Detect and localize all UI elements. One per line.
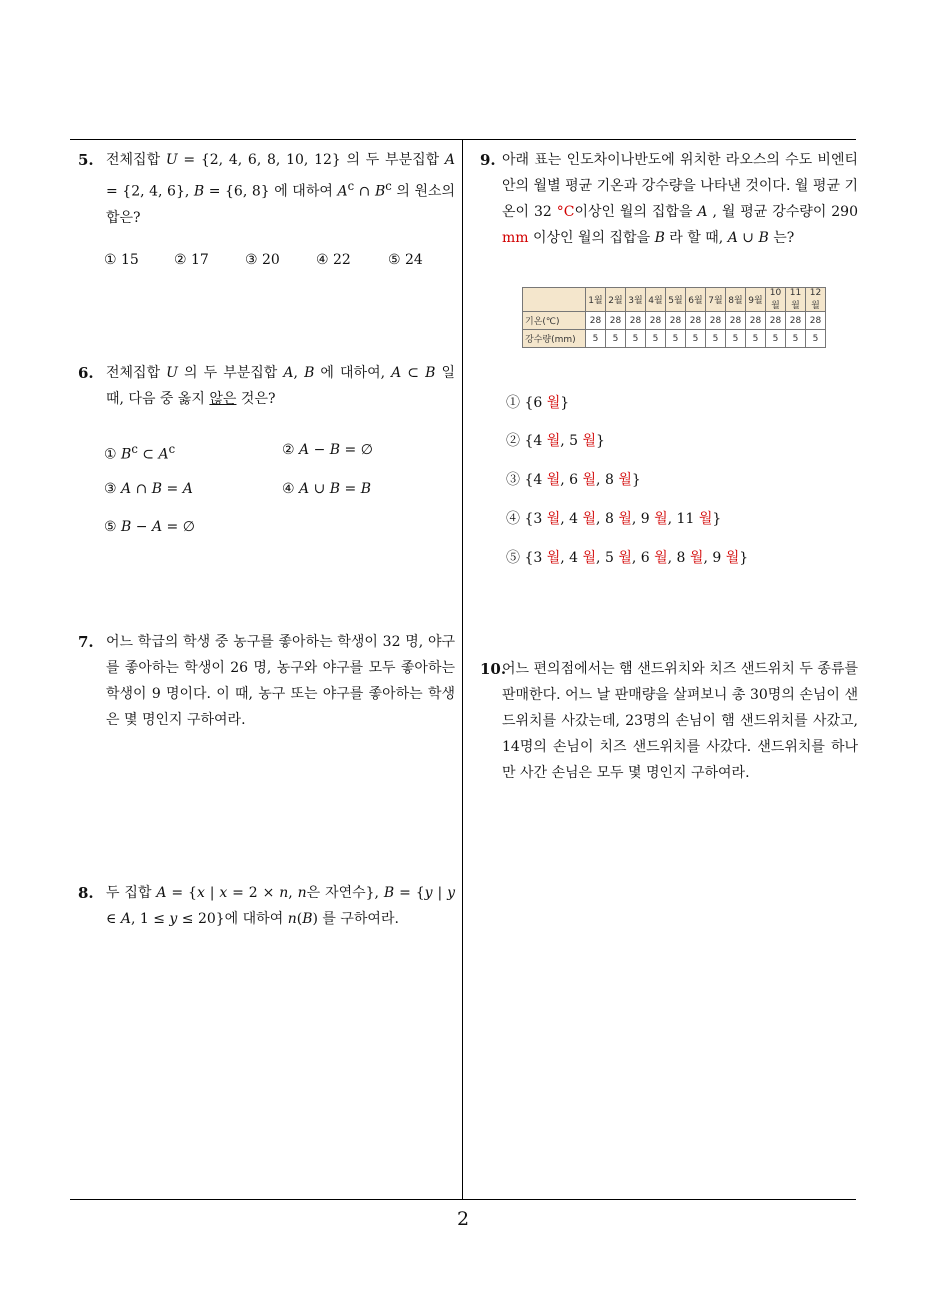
page-number: 2	[456, 1208, 470, 1230]
table-cell: 5	[666, 330, 686, 348]
table-cell: 5	[766, 330, 786, 348]
question-text: 어느 학급의 학생 중 농구를 좋아하는 학생이 32 명, 야구를 좋아하는 학생이 26 명, 농구와 야구를 모두 좋아하는 학생이 9 명이다. 이 때, 농구 또는 야구를 좋아하는 학생은 몇 명인지 구하여라.	[106, 634, 455, 728]
month-header: 8월	[726, 288, 746, 312]
table-cell: 28	[746, 312, 766, 330]
option-1[interactable]: ① 15	[104, 252, 139, 268]
month-header: 6월	[686, 288, 706, 312]
option-5[interactable]: ⑤ 24	[388, 252, 423, 268]
month-header: 10월	[766, 288, 786, 312]
month-header: 5월	[666, 288, 686, 312]
question-text: 두 집합 A = {x | x = 2 × n, n은 자연수}, B = {y | y ∈ A, 1 ≤ y ≤ 20}에 대하여 n(B) 를 구하여라.	[106, 885, 455, 927]
table-row-temperature	[523, 312, 826, 330]
row-label: 강수량(mm)	[523, 330, 586, 348]
question-7	[78, 629, 455, 733]
question-number: 8.	[78, 884, 94, 902]
question-text: 전체집합 U = {2, 4, 6, 8, 10, 12} 의 두 부분집합 A = {2, 4, 6}, B = {6, 8} 에 대하여 $A^c$ ∩ $B^c$ 의 원소의 합은?	[106, 152, 456, 226]
option-3[interactable]: ③ A ∩ B = A	[104, 481, 193, 497]
month-header: 9월	[746, 288, 766, 312]
option-1[interactable]: ① $B^c$ ⊂ $A^c$	[104, 442, 176, 463]
top-rule	[70, 139, 856, 140]
table-cell: 5	[586, 330, 606, 348]
row-label: 기온(℃)	[523, 312, 586, 330]
table-cell: 5	[686, 330, 706, 348]
question-9	[480, 147, 858, 251]
question-text: 어느 편의점에서는 햄 샌드위치와 치즈 샌드위치 두 종류를 판매한다. 어느 날 판매량을 살펴보니 총 30명의 손님이 샌드위치를 사갔는데, 23명의 손님이 햄 샌드위치를 사갔고, 14명의 손님이 치즈 샌드위치를 사갔다. 샌드위치를 하나만 사간 손님은 모두 몇 명인지 구하여라.	[502, 661, 858, 781]
question-6	[78, 360, 455, 412]
option-3[interactable]: ③ {4 월, 6 월, 8 월}	[506, 472, 641, 488]
month-header: 2월	[606, 288, 626, 312]
table-cell: 28	[706, 312, 726, 330]
option-2[interactable]: ② {4 월, 5 월}	[506, 433, 605, 449]
option-4[interactable]: ④ 22	[316, 252, 351, 268]
month-header: 12월	[806, 288, 826, 312]
question-8	[78, 880, 455, 932]
table-cell: 28	[686, 312, 706, 330]
table-cell: 28	[586, 312, 606, 330]
table-cell: 5	[646, 330, 666, 348]
option-5[interactable]: ⑤ B − A = ∅	[104, 519, 195, 535]
question-number: 7.	[78, 633, 94, 651]
month-header: 7월	[706, 288, 726, 312]
option-2[interactable]: ② A − B = ∅	[282, 442, 373, 458]
option-1[interactable]: ① {6 월}	[506, 395, 570, 411]
table-cell: 5	[786, 330, 806, 348]
question-5	[78, 147, 455, 231]
question-number: 6.	[78, 364, 94, 382]
table-cell: 28	[766, 312, 786, 330]
option-3[interactable]: ③ 20	[245, 252, 280, 268]
table-cell: 5	[606, 330, 626, 348]
table-cell: 28	[726, 312, 746, 330]
table-cell: 5	[626, 330, 646, 348]
month-header: 11월	[786, 288, 806, 312]
table-cell: 28	[646, 312, 666, 330]
month-header: 1월	[586, 288, 606, 312]
question-number: 10.	[480, 660, 507, 678]
bottom-rule	[70, 1199, 856, 1200]
question-10	[480, 656, 858, 786]
table-cell: 28	[626, 312, 646, 330]
climate-table	[522, 287, 826, 348]
option-4[interactable]: ④ {3 월, 4 월, 8 월, 9 월, 11 월}	[506, 511, 722, 527]
option-5[interactable]: ⑤ {3 월, 4 월, 5 월, 6 월, 8 월, 9 월}	[506, 550, 749, 566]
month-header: 3월	[626, 288, 646, 312]
table-cell: 28	[786, 312, 806, 330]
question-number: 5.	[78, 151, 94, 169]
question-text: 전체집합 U 의 두 부분집합 A, B 에 대하여, A ⊂ B 일 때, 다음 중 옳지 않은 것은?	[106, 365, 455, 407]
table-cell: 5	[746, 330, 766, 348]
table-corner	[523, 288, 586, 312]
month-header: 4월	[646, 288, 666, 312]
table-cell: 5	[726, 330, 746, 348]
column-divider	[462, 139, 463, 1200]
table-row-precipitation	[523, 330, 826, 348]
table-cell: 28	[606, 312, 626, 330]
table-cell: 5	[806, 330, 826, 348]
table-cell: 5	[706, 330, 726, 348]
question-text: 아래 표는 인도차이나반도에 위치한 라오스의 수도 비엔티안의 월별 평균 기온과 강수량을 나타낸 것이다. 월 평균 기온이 32 °C이상인 월의 집합을 A , 월 평균 강수량이 290 mm 이상인 월의 집합을 B 라 할 때, A ∪ B 는?	[502, 152, 858, 246]
table-cell: 28	[806, 312, 826, 330]
table-header-row	[523, 288, 826, 312]
option-4[interactable]: ④ A ∪ B = B	[282, 481, 372, 497]
question-number: 9.	[480, 151, 496, 169]
option-2[interactable]: ② 17	[174, 252, 209, 268]
table-cell: 28	[666, 312, 686, 330]
